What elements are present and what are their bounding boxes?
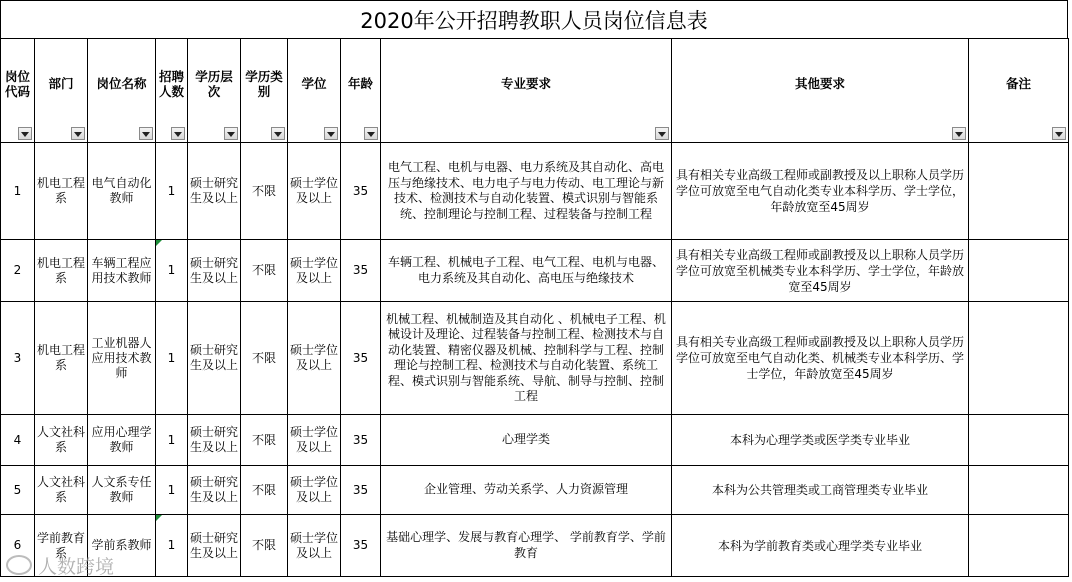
cell-major[interactable]: 企业管理、劳动关系学、人力资源管理 xyxy=(381,466,672,515)
cell-code[interactable]: 1 xyxy=(1,143,35,240)
cell-position[interactable]: 学前系教师 xyxy=(88,515,156,577)
cell-edu[interactable]: 硕士研究生及以上 xyxy=(188,302,241,415)
header-label: 部门 xyxy=(48,76,74,91)
cell-major[interactable]: 基础心理学、发展与教育心理学、 学前教育学、学前教育 xyxy=(381,515,672,577)
cell-count[interactable]: 1 xyxy=(156,466,188,515)
cell-note[interactable] xyxy=(969,515,1069,577)
cell-count[interactable]: 1 xyxy=(156,302,188,415)
cell-dept[interactable]: 机电工程系 xyxy=(35,302,88,415)
filter-dropdown-icon[interactable] xyxy=(271,127,285,140)
cell-degree[interactable]: 硕士学位及以上 xyxy=(288,415,341,466)
filter-dropdown-icon[interactable] xyxy=(324,127,338,140)
cell-edu[interactable]: 硕士研究生及以上 xyxy=(188,240,241,302)
cell-note[interactable] xyxy=(969,302,1069,415)
cell-edu[interactable]: 硕士研究生及以上 xyxy=(188,466,241,515)
header-code xyxy=(1,39,35,143)
table-title: 2020年公开招聘教职人员岗位信息表 xyxy=(0,0,1068,38)
header-age xyxy=(341,39,381,143)
cell-edutype[interactable]: 不限 xyxy=(241,466,288,515)
cell-dept[interactable]: 学前教育系 xyxy=(35,515,88,577)
header-count xyxy=(156,39,188,143)
cell-dept[interactable]: 人文社科系 xyxy=(35,466,88,515)
cell-note[interactable] xyxy=(969,466,1069,515)
cell-degree[interactable]: 硕士学位及以上 xyxy=(288,240,341,302)
cell-age[interactable]: 35 xyxy=(341,143,381,240)
cell-edu[interactable]: 硕士研究生及以上 xyxy=(188,515,241,577)
filter-dropdown-icon[interactable] xyxy=(952,127,966,140)
job-table xyxy=(0,38,1069,577)
table-row xyxy=(1,415,1069,466)
cell-dept[interactable]: 人文社科系 xyxy=(35,415,88,466)
cell-degree[interactable]: 硕士学位及以上 xyxy=(288,143,341,240)
filter-dropdown-icon[interactable] xyxy=(139,127,153,140)
cell-major[interactable]: 机械工程、机械制造及其自动化 、机械电子工程、机械设计及理论、过程装备与控制工程、检测技术与自动化装置、精密仪器及机械、控制科学与工程、控制理论与控制工程、检测技术与自动化装置、系统工程、模式识别与智能系统、导航、制导与控制、控制工程 xyxy=(381,302,672,415)
header-note xyxy=(969,39,1069,143)
watermark-text: 人数跨境 xyxy=(38,555,115,578)
cell-other[interactable]: 本科为学前教育类或心理学类专业毕业 xyxy=(672,515,969,577)
cell-edutype[interactable]: 不限 xyxy=(241,240,288,302)
cell-age[interactable]: 35 xyxy=(341,515,381,577)
cell-note[interactable] xyxy=(969,143,1069,240)
cell-count[interactable]: 1 xyxy=(156,415,188,466)
header-label: 其他要求 xyxy=(794,76,845,91)
cell-position[interactable]: 人文系专任教师 xyxy=(88,466,156,515)
cell-age[interactable]: 35 xyxy=(341,415,381,466)
table-row xyxy=(1,143,1069,240)
cell-edutype[interactable]: 不限 xyxy=(241,515,288,577)
header-label: 专业要求 xyxy=(500,76,551,91)
filter-dropdown-icon[interactable] xyxy=(71,127,85,140)
header-edutype xyxy=(241,39,288,143)
cell-position[interactable]: 工业机器人应用技术教师 xyxy=(88,302,156,415)
header-major xyxy=(381,39,672,143)
cell-edutype[interactable]: 不限 xyxy=(241,415,288,466)
cell-code[interactable]: 2 xyxy=(1,240,35,302)
cell-degree[interactable]: 硕士学位及以上 xyxy=(288,466,341,515)
cell-value: 1 xyxy=(167,263,176,277)
cell-count[interactable] xyxy=(156,240,188,302)
cell-dept[interactable]: 机电工程系 xyxy=(35,143,88,240)
cell-value: 1 xyxy=(167,538,176,552)
filter-dropdown-icon[interactable] xyxy=(171,127,185,140)
cell-note[interactable] xyxy=(969,415,1069,466)
cell-count[interactable]: 1 xyxy=(156,143,188,240)
filter-dropdown-icon[interactable] xyxy=(655,127,669,140)
filter-dropdown-icon[interactable] xyxy=(364,127,378,140)
header-label: 招聘人数 xyxy=(158,68,184,99)
cell-degree[interactable]: 硕士学位及以上 xyxy=(288,515,341,577)
header-label: 年龄 xyxy=(347,76,373,91)
header-dept xyxy=(35,39,88,143)
filter-dropdown-icon[interactable] xyxy=(1052,127,1066,140)
header-label: 学历层次 xyxy=(195,68,233,99)
cell-age[interactable]: 35 xyxy=(341,466,381,515)
cell-marker-icon xyxy=(156,515,162,521)
cell-major[interactable]: 电气工程、电机与电器、电力系统及其自动化、高电压与绝缘技术、电力电子与电力传动、电工理论与新技术、检测技术与自动化装置、模式识别与智能系统、控制理论与控制工程、过程装备与控制工程 xyxy=(381,143,672,240)
cell-edu[interactable]: 硕士研究生及以上 xyxy=(188,143,241,240)
cell-position[interactable]: 电气自动化教师 xyxy=(88,143,156,240)
header-degree xyxy=(288,39,341,143)
cell-degree[interactable]: 硕士学位及以上 xyxy=(288,302,341,415)
cell-code[interactable]: 5 xyxy=(1,466,35,515)
cell-edu[interactable]: 硕士研究生及以上 xyxy=(188,415,241,466)
cell-major[interactable]: 心理学类 xyxy=(381,415,672,466)
cell-code[interactable]: 3 xyxy=(1,302,35,415)
cell-marker-icon xyxy=(156,240,162,246)
header-row xyxy=(1,39,1069,143)
header-position xyxy=(88,39,156,143)
table-row xyxy=(1,302,1069,415)
header-other xyxy=(672,39,969,143)
cell-age[interactable]: 35 xyxy=(341,240,381,302)
header-label: 备注 xyxy=(1005,76,1031,91)
cell-code[interactable]: 6 xyxy=(1,515,35,577)
header-label: 学历类别 xyxy=(245,68,283,99)
watermark-logo-icon xyxy=(6,555,32,575)
filter-dropdown-icon[interactable] xyxy=(224,127,238,140)
cell-edutype[interactable]: 不限 xyxy=(241,302,288,415)
watermark xyxy=(6,552,176,578)
header-label: 岗位代码 xyxy=(4,68,30,99)
cell-dept[interactable]: 机电工程系 xyxy=(35,240,88,302)
cell-edutype[interactable]: 不限 xyxy=(241,143,288,240)
table-row xyxy=(1,466,1069,515)
header-edu xyxy=(188,39,241,143)
cell-position[interactable]: 车辆工程应用技术教师 xyxy=(88,240,156,302)
cell-major[interactable]: 车辆工程、机械电子工程、电气工程、电机与电器、电力系统及其自动化、高电压与绝缘技术 xyxy=(381,240,672,302)
cell-other[interactable]: 本科为心理学类或医学类专业毕业 xyxy=(672,415,969,466)
cell-note[interactable] xyxy=(969,240,1069,302)
cell-code[interactable]: 4 xyxy=(1,415,35,466)
filter-dropdown-icon[interactable] xyxy=(18,127,32,140)
header-label: 学位 xyxy=(301,76,327,91)
cell-other[interactable]: 具有相关专业高级工程师或副教授及以上职称人员学历学位可放宽至机械类专业本科学历、学士学位，年龄放宽至45周岁 xyxy=(672,240,969,302)
cell-position[interactable]: 应用心理学教师 xyxy=(88,415,156,466)
cell-other[interactable]: 本科为公共管理类或工商管理类专业毕业 xyxy=(672,466,969,515)
header-label: 岗位名称 xyxy=(96,76,147,91)
cell-other[interactable]: 具有相关专业高级工程师或副教授及以上职称人员学历学位可放宽至电气自动化类专业本科学历、学士学位，年龄放宽至45周岁 xyxy=(672,143,969,240)
cell-age[interactable]: 35 xyxy=(341,302,381,415)
table-row xyxy=(1,240,1069,302)
cell-other[interactable]: 具有相关专业高级工程师或副教授及以上职称人员学历学位可放宽至电气自动化类、机械类专业本科学历、学士学位，年龄放宽至45周岁 xyxy=(672,302,969,415)
